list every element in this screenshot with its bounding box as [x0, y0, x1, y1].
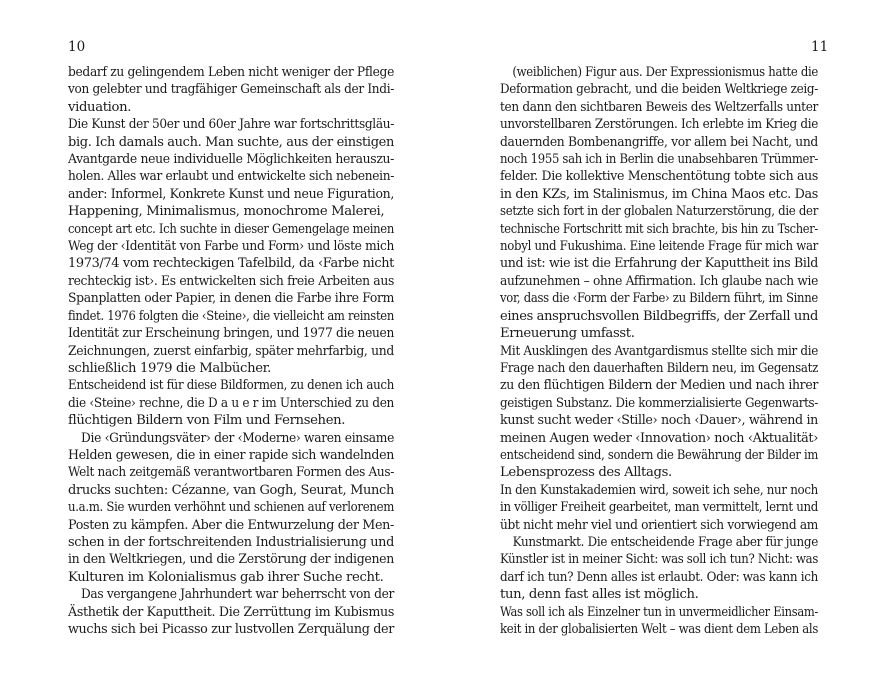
text-line: Kunstmarkt. Die entscheidende Frage aber für junge	[512, 534, 818, 550]
text-line: technische Fortschritt mit sich brachte, bis hin zu Tscher-	[500, 221, 818, 237]
text-line: keit in der globalisierten Welt – was dient dem Leben als	[500, 622, 818, 637]
text-line: Die Kunst der 50er und 60er Jahre war fortschrittsgläu-	[68, 117, 394, 133]
right-page-text	[500, 64, 818, 638]
text-line: in den KZs, im Stalinismus, im China Maos etc. Das	[500, 186, 818, 202]
text-line: darf ich tun? Denn alles ist erlaubt. Oder: was kann ich	[500, 569, 818, 585]
text-line: in völliger Freiheit gearbeitet, man vermittelt, lernt und	[500, 500, 818, 516]
text-line: drucks suchten: Cézanne, van Gogh, Seurat, Munch	[68, 482, 394, 498]
text-line: Kulturen im Kolonialismus gab ihrer Suche recht.	[68, 569, 384, 585]
text-line: übt nicht mehr viel und orientiert sich vorwiegend am	[500, 517, 818, 533]
text-line: vor, dass die ‹Form der Farbe› zu Bildern führt, im Sinne	[500, 291, 818, 307]
text-line: Weg der ‹Identität von Farbe und Form› und löste mich	[68, 239, 394, 255]
text-line: dauernden Bombenangriffe, vor allem bei Nacht, und	[500, 134, 818, 150]
text-line: u.a.m. Sie wurden verhöhnt und schienen auf verlorenem	[68, 500, 394, 516]
text-line: wuchs sich bei Picasso zur lustvollen Zerquälung der	[68, 622, 394, 637]
left-page-text	[68, 64, 394, 638]
text-line: Avantgarde neue individuelle Möglichkeiten herauszu-	[68, 152, 394, 168]
text-line: kunst sucht weder ‹Stille› noch ‹Dauer›, während in	[500, 413, 818, 429]
text-line: tun, denn fast alles ist möglich.	[500, 587, 699, 603]
text-line: die ‹Steine› rechne, die D a u e r im Unterschied zu den	[68, 395, 394, 411]
text-line: Helden gewesen, die in einer rapide sich wandelnden	[68, 447, 394, 463]
text-line: In den Kunstakademien wird, soweit ich sehe, nur noch	[500, 482, 818, 498]
text-line: felder. Die kollektive Menschentötung tobte sich aus	[500, 169, 818, 185]
text-line: Erneuerung umfasst.	[500, 326, 635, 342]
text-line: bedarf zu gelingendem Leben nicht weniger der Pflege	[68, 65, 394, 80]
text-line: holen. Alles war erlaubt und entwickelte sich nebenein-	[68, 169, 394, 185]
text-line: (weiblichen) Figur aus. Der Expressionismus hatte die	[512, 65, 818, 80]
text-line: Identität zur Erscheinung bringen, und 1977 die neuen	[68, 326, 394, 342]
text-line: rechteckig ist›. Es entwickelten sich freie Arbeiten aus	[68, 273, 394, 289]
text-line: Die ‹Gründungsväter› der ‹Moderne› waren einsame	[80, 430, 394, 446]
text-line: aufzunehmen – ohne Affirmation. Ich glaube nach wie	[500, 273, 818, 289]
text-line: entscheidend sind, sondern die Bewährung der Bilder im	[500, 447, 818, 463]
text-line: Ästhetik der Kaputtheit. Die Zerrüttung im Kubismus	[68, 604, 394, 620]
text-line: nobyl und Fukushima. Eine leitende Frage für mich war	[500, 239, 818, 255]
text-line: setzte sich fort in der globalen Naturzerstörung, die der	[500, 204, 818, 220]
text-line: schließlich 1979 die Malbücher.	[68, 360, 272, 376]
text-line: Happening, Minimalismus, monochrome Malerei,	[68, 204, 385, 220]
text-line: schen in der fortschreitenden Industrialisierung und	[68, 534, 394, 550]
text-line: Deformation gebracht, und die beiden Weltkriege zeig-	[500, 82, 818, 98]
text-line: unvorstellbaren Zerstörungen. Ich erlebte im Krieg die	[500, 117, 818, 133]
page-number-left: 10	[68, 39, 86, 55]
text-line: geistigen Substanz. Die kommerzialisierte Gegenwarts-	[500, 395, 818, 411]
text-line: in den Weltkriegen, und die Zerstörung der indigenen	[68, 552, 394, 568]
text-line: Zeichnungen, zuerst einfarbig, später mehrfarbig, und	[68, 343, 394, 359]
text-line: Spanplatten oder Papier, in denen die Farbe ihre Form	[68, 291, 394, 307]
text-line: ander: Informel, Konkrete Kunst und neue Figuration,	[68, 186, 394, 202]
page-number-right: 11	[811, 39, 829, 55]
text-line: noch 1955 sah ich in Berlin die unabsehbaren Trümmer-	[500, 152, 818, 168]
text-line: Frage nach den dauerhaften Bildern neu, im Gegensatz	[500, 360, 818, 376]
text-line: flüchtigen Bildern von Film und Fernsehen.	[68, 413, 346, 429]
text-line: Lebensprozess des Alltags.	[500, 465, 672, 481]
text-line: 1973/74 vom rechteckigen Tafelbild, da ‹Farbe nicht	[68, 256, 394, 272]
text-line: concept art etc. Ich suchte in dieser Gemengelage meinen	[68, 221, 394, 237]
text-line: zu den flüchtigen Bildern der Medien und nach ihrer	[500, 378, 818, 394]
text-line: Entscheidend ist für diese Bildformen, zu denen ich auch	[68, 378, 394, 394]
text-line: Mit Ausklingen des Avantgardismus stellte sich mir die	[500, 343, 818, 359]
text-line: Das vergangene Jahrhundert war beherrscht von der	[80, 587, 394, 603]
text-line: und ist: wie ist die Erfahrung der Kaputtheit ins Bild	[500, 256, 818, 272]
text-line: Was soll ich als Einzelner tun in unvermeidlicher Einsam-	[500, 604, 818, 620]
text-line: Künstler ist in meiner Sicht: was soll ich tun? Nicht: was	[500, 552, 818, 568]
text-line: meinen Augen weder ‹Innovation› noch ‹Aktualität›	[500, 430, 818, 446]
text-line: Posten zu kämpfen. Aber die Entwurzelung der Men-	[68, 517, 394, 533]
text-line: eines anspruchsvollen Bildbegriffs, der Zerfall und	[500, 308, 818, 324]
text-line: big. Ich damals auch. Man suchte, aus der einstigen	[68, 134, 394, 150]
text-line: von gelebter und tragfähiger Gemeinschaft als der Indi-	[68, 82, 394, 98]
text-line: findet. 1976 folgten die ‹Steine›, die vielleicht am reinsten	[68, 308, 394, 324]
text-line: Welt nach zeitgemäß verantwortbaren Formen des Aus-	[68, 465, 394, 481]
text-line: viduation.	[68, 99, 132, 115]
text-line: ten dann den sichtbaren Beweis des Weltzerfalls unter	[500, 99, 818, 115]
